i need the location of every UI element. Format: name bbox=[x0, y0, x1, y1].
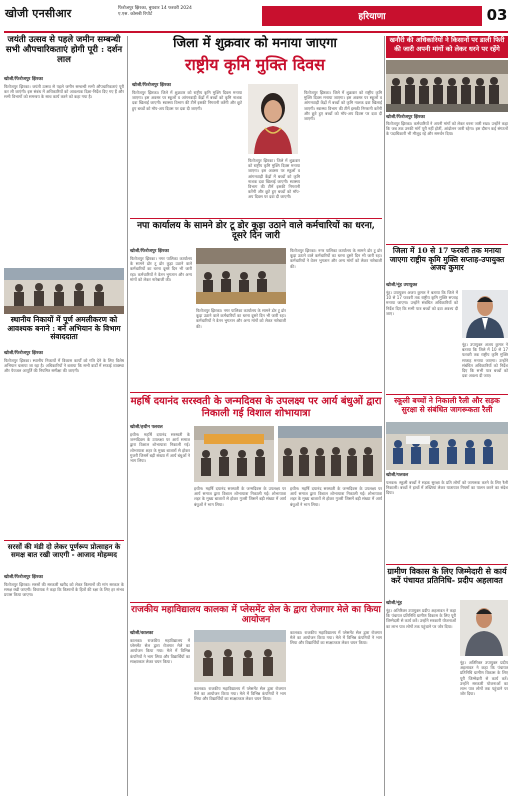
placement-photo bbox=[194, 630, 286, 682]
procession-image bbox=[194, 426, 274, 482]
dayanand-photo-2 bbox=[278, 426, 382, 482]
krimi-headline-line2: राष्ट्रीय कृमि मुक्ति दिवस bbox=[185, 55, 325, 74]
school-headline: स्कूली बच्चों ने निकाली रैली और सड़क सुरक्षा से संबंधित जागरूकता रैली bbox=[394, 396, 500, 414]
school-photo bbox=[386, 422, 508, 470]
masthead-meta bbox=[118, 6, 213, 18]
students-rally-image bbox=[386, 422, 508, 470]
protest-photo bbox=[386, 60, 508, 112]
week-top-rule bbox=[386, 244, 508, 245]
school-top-rule bbox=[386, 394, 508, 395]
week-body-col2: नूंह। उपायुक्त अजय कुमार ने बताया कि जिले में 10 से 17 फरवरी तक राष्ट्रीय कृमि मुक्ति सप्ताह मनाया जाएगा। उन्होंने संबंधित अधिकारियों को निर्देश दिए कि सभी पात्र बच्चों को दवा अवश्य दी जाए। bbox=[462, 342, 508, 379]
krimi-photo bbox=[248, 84, 298, 154]
dharna-byline: खोजी/फिरोजपुर झिरका bbox=[130, 249, 169, 254]
jayanti-byline: खोजी/फिरोजपुर झिरका bbox=[4, 77, 43, 82]
sarso-byline: खोजी/फिरोजपुर झिरका bbox=[4, 575, 43, 580]
week-byline: खोजी/नूंह उपायुक्त bbox=[386, 283, 418, 288]
school-byline: खोजी/पलवल bbox=[386, 473, 409, 478]
sarso-top-rule bbox=[4, 540, 124, 541]
sthaniya-headline: स्थानीय निकायों में पूर्ण अमलीकरण को आवश्यक बनाने : बनें अभियान के विभाग संवाददाता bbox=[7, 315, 121, 342]
sthaniya-byline: खोजी/फिरोजपुर झिरका bbox=[4, 351, 43, 356]
dayanand-body-col3: हथीन। महर्षि दयानंद सरस्वती के जन्मदिवस के उपलक्ष्य पर आर्य समाज द्वारा विशाल शोभायात्रा निकाली गई। शोभायात्रा शहर के मुख्य बाजारों से होकर गुजरी जिसमें बड़ी संख्या में आर्य बंधुओं ने भाग लिया। bbox=[290, 486, 382, 507]
portrait-officer-image bbox=[460, 600, 508, 656]
placement-byline: खोजी/कालका bbox=[130, 631, 154, 636]
portrait-man-image bbox=[462, 290, 508, 338]
placement-top-rule bbox=[130, 602, 382, 603]
official-photo bbox=[462, 290, 508, 338]
sarso-body: फिरोजपुर झिरका। सरसों की सरकारी खरीद को लेकर किसानों की मांग सरकार के समक्ष रखी जाएगी। विधायक ने कहा कि किसानों के हितों की रक्षा के लिए हर संभव प्रयास किया जाएगा। bbox=[4, 582, 124, 598]
farmer-banner: खनौरी की अधिकारियों ने किसानों पर डाली फिरी की जारी अपनी मांगों को लेकर धरने पर रहेंगे bbox=[386, 36, 508, 58]
dayanand-byline: खोजी/हथीन पलवल bbox=[130, 425, 163, 430]
dayanand-photo-1 bbox=[194, 426, 274, 482]
dayanand-body-col2: हथीन। महर्षि दयानंद सरस्वती के जन्मदिवस के उपलक्ष्य पर आर्य समाज द्वारा विशाल शोभायात्रा निकाली गई। शोभायात्रा शहर के मुख्य बाजारों से होकर गुजरी जिसमें बड़ी संख्या में आर्य बंधुओं ने भाग लिया। bbox=[194, 486, 286, 507]
week-headline: जिला में 10 से 17 फरवरी तक मनाया जाएगा राष्ट्रीय कृमि मुक्ति सप्ताह-उपायुक्त अजय कुमार bbox=[389, 246, 505, 273]
sthaniya-body: फिरोजपुर झिरका। स्थानीय निकायों में विकास कार्यों को गति देने के लिए विशेष अभियान चलाया जा रहा है। अधिकारियों ने बताया कि सभी वार्डों में सफाई व्यवस्था और पेयजल आपूर्ति की नियमित समीक्षा की जाएगी। bbox=[4, 358, 124, 374]
dayanand-headline: महर्षि दयानंद सरस्वती के जन्मदिवस के उपलक्ष्य पर आर्य बंधुओं द्वारा निकाली गई विशाल शोभायात्रा bbox=[130, 396, 382, 419]
week-body: नूंह। उपायुक्त अजय कुमार ने बताया कि जिले में 10 से 17 फरवरी तक राष्ट्रीय कृमि मुक्ति सप्ताह मनाया जाएगा। उन्होंने संबंधित अधिकारियों को निर्देश दिए कि सभी पात्र बच्चों को दवा अवश्य दी जाए। bbox=[386, 290, 458, 316]
section-title: हरियाणा bbox=[358, 12, 386, 22]
sthaniya-photo bbox=[4, 268, 124, 314]
placement-body-col3: कालका। राजकीय महाविद्यालय में प्लेसमेंट सेल द्वारा रोजगार मेले का आयोजन किया गया। मेले में विभिन्न कंपनियों ने भाग लिया और विद्यार्थियों का साक्षात्कार लेकर चयन किया। bbox=[290, 630, 382, 646]
dharna-headline: नपा कार्यालय के सामने डोर टू डोर कूड़ा उठाने वाले कर्मचारियों का धरना, दूसरे दिन जारी bbox=[137, 221, 375, 242]
job-fair-image bbox=[194, 630, 286, 682]
section-band bbox=[262, 6, 482, 26]
dayanand-body: हथीन। महर्षि दयानंद सरस्वती के जन्मदिवस के उपलक्ष्य पर आर्य समाज द्वारा विशाल शोभायात्रा निकाली गई। शोभायात्रा शहर के मुख्य बाजारों से होकर गुजरी जिसमें बड़ी संख्या में आर्य बंधुओं ने भाग लिया। bbox=[130, 432, 190, 464]
column-divider-left bbox=[127, 36, 128, 796]
newspaper-brand: खोजी एनसीआर bbox=[5, 7, 72, 20]
dharna-photo bbox=[196, 248, 286, 304]
krimi-body-col2: फिरोजपुर झिरका। जिले में शुक्रवार को राष्ट्रीय कृमि मुक्ति दिवस मनाया जाएगा। इस अवसर पर स्कूलों व आंगनवाड़ी केंद्रों में बच्चों को कृमि नाशक दवा खिलाई जाएगी। स्वास्थ्य विभाग की टीमें इसकी निगरानी करेंगी और छूटे हुए बच्चों को मॉप-अप दिवस पर दवा दी जाएगी। bbox=[248, 158, 300, 200]
placement-headline: राजकीय महाविद्यालय कालका में प्लेसमेंट सेल के द्वारा रोजगार मेले का किया आयोजन bbox=[131, 605, 381, 626]
school-body: पलवल। स्कूली बच्चों ने सड़क सुरक्षा के प्रति लोगों को जागरूक करने के लिए रैली निकाली। बच्चों ने हाथों में तख्तियां लेकर यातायात नियमों का पालन करने का संदेश दिया। bbox=[386, 480, 508, 496]
dharna-body: फिरोजपुर झिरका। नगर पालिका कार्यालय के सामने डोर टू डोर कूड़ा उठाने वाले कर्मचारियों का धरना दूसरे दिन भी जारी रहा। कर्मचारियों ने वेतन भुगतान और अन्य मांगों को लेकर नारेबाजी की। bbox=[130, 256, 192, 282]
placement-body-col2: कालका। राजकीय महाविद्यालय में प्लेसमेंट सेल द्वारा रोजगार मेले का आयोजन किया गया। मेले में विभिन्न कंपनियों ने भाग लिया और विद्यार्थियों का साक्षात्कार लेकर चयन किया। bbox=[194, 686, 286, 702]
sarso-headline: सरसों की मंडी दो लेकर पूर्णरूप प्रोत्साहन के समक्ष बात रखी जाएगी - आजाद मोहम्मद bbox=[7, 542, 121, 560]
dharna-body-col2: फिरोजपुर झिरका। नगर पालिका कार्यालय के सामने डोर टू डोर कूड़ा उठाने वाले कर्मचारियों का धरना दूसरे दिन भी जारी रहा। कर्मचारियों ने वेतन भुगतान और अन्य मांगों को लेकर नारेबाजी की। bbox=[196, 308, 286, 329]
right-top-body: फिरोजपुर झिरका। कर्मचारियों ने अपनी मांगों को लेकर धरना जारी रखा। उन्होंने कहा कि जब तक उनकी मांगें पूरी नहीं होतीं, आंदोलन जारी रहेगा। इस दौरान कई संगठनों के पदाधिकारी भी मौजूद रहे और समर्थन दिया। bbox=[386, 121, 508, 137]
sit-in-protest-image bbox=[196, 248, 286, 304]
krimi-body-col3: फिरोजपुर झिरका। जिले में शुक्रवार को राष्ट्रीय कृमि मुक्ति दिवस मनाया जाएगा। इस अवसर पर स्कूलों व आंगनवाड़ी केंद्रों में बच्चों को कृमि नाशक दवा खिलाई जाएगी। स्वास्थ्य विभाग की टीमें इसकी निगरानी करेंगी और छूटे हुए बच्चों को मॉप-अप दिवस पर दवा दी जाएगी। bbox=[304, 90, 382, 122]
column-divider-right bbox=[384, 36, 385, 796]
gramin-headline: ग्रामीण विकास के लिए जिम्मेदारी से कार्य करें पंचायत प्रतिनिधि- प्रदीप अहलावत bbox=[387, 566, 507, 586]
right-top-byline: खोजी/फिरोजपुर झिरका bbox=[386, 115, 425, 120]
dharna-body-col3: फिरोजपुर झिरका। नगर पालिका कार्यालय के सामने डोर टू डोर कूड़ा उठाने वाले कर्मचारियों का धरना दूसरे दिन भी जारी रहा। कर्मचारियों ने वेतन भुगतान और अन्य मांगों को लेकर नारेबाजी की। bbox=[290, 248, 382, 269]
gramin-body-col2: नूंह। अतिरिक्त उपायुक्त प्रदीप अहलावत ने कहा कि पंचायत प्रतिनिधि ग्रामीण विकास के लिए पूरी जिम्मेदारी से कार्य करें। उन्होंने सरकारी योजनाओं का लाभ पात्र लोगों तक पहुंचाने पर जोर दिया। bbox=[460, 660, 508, 697]
krimi-body-col1: फिरोजपुर झिरका। जिले में शुक्रवार को राष्ट्रीय कृमि मुक्ति दिवस मनाया जाएगा। इस अवसर पर स्कूलों व आंगनवाड़ी केंद्रों में बच्चों को कृमि नाशक दवा खिलाई जाएगी। स्वास्थ्य विभाग की टीमें इसकी निगरानी करेंगी और छूटे हुए बच्चों को मॉप-अप दिवस पर दवा दी जाएगी। bbox=[132, 90, 242, 111]
krimi-byline: खोजी/फिरोजपुर झिरका bbox=[132, 83, 171, 88]
masthead-rule bbox=[4, 31, 508, 33]
placement-body: कालका। राजकीय महाविद्यालय में प्लेसमेंट सेल द्वारा रोजगार मेले का आयोजन किया गया। मेले में विभिन्न कंपनियों ने भाग लिया और विद्यार्थियों का साक्षात्कार लेकर चयन किया। bbox=[130, 638, 190, 664]
portrait-woman-image bbox=[248, 84, 298, 154]
dharna-top-rule bbox=[130, 218, 382, 219]
gramin-top-rule bbox=[386, 564, 508, 565]
meeting-image bbox=[4, 268, 124, 314]
masthead bbox=[0, 0, 512, 30]
krimi-headline-line1: जिला में शुक्रवार को मनाया जाएगा bbox=[173, 36, 337, 51]
protest-crowd-image bbox=[386, 60, 508, 112]
gramin-byline: खोजी/नूंह bbox=[386, 601, 402, 606]
dayanand-top-rule bbox=[130, 392, 382, 393]
gramin-photo bbox=[460, 600, 508, 656]
jayanti-headline: जयंती उत्सव से पहले जमीन सम्बन्धी सभी औपचारिकताएं होगी पूरी : दर्शन लाल bbox=[5, 35, 123, 65]
page-number: 03 bbox=[486, 6, 508, 24]
masthead-date: फिरोजपुर झिरका, बुधवार 14 फरवरी 2024 bbox=[118, 6, 192, 11]
procession-crowd-image bbox=[278, 426, 382, 482]
gramin-body: नूंह। अतिरिक्त उपायुक्त प्रदीप अहलावत ने कहा कि पंचायत प्रतिनिधि ग्रामीण विकास के लिए पूरी जिम्मेदारी से कार्य करें। उन्होंने सरकारी योजनाओं का लाभ पात्र लोगों तक पहुंचाने पर जोर दिया। bbox=[386, 608, 456, 629]
masthead-editor: ए.एस. कोसबी रिपोर्ट bbox=[118, 12, 153, 17]
jayanti-body: फिरोजपुर झिरका। जयंती उत्सव से पहले जमीन सम्बन्धी सभी औपचारिकताएं पूरी कर ली जाएंगी। इस संबंध में अधिकारियों को आवश्यक दिशा-निर्देश दिए गए हैं और सभी विभागों को समन्वय के साथ कार्य करने को कहा गया है। bbox=[4, 84, 124, 100]
